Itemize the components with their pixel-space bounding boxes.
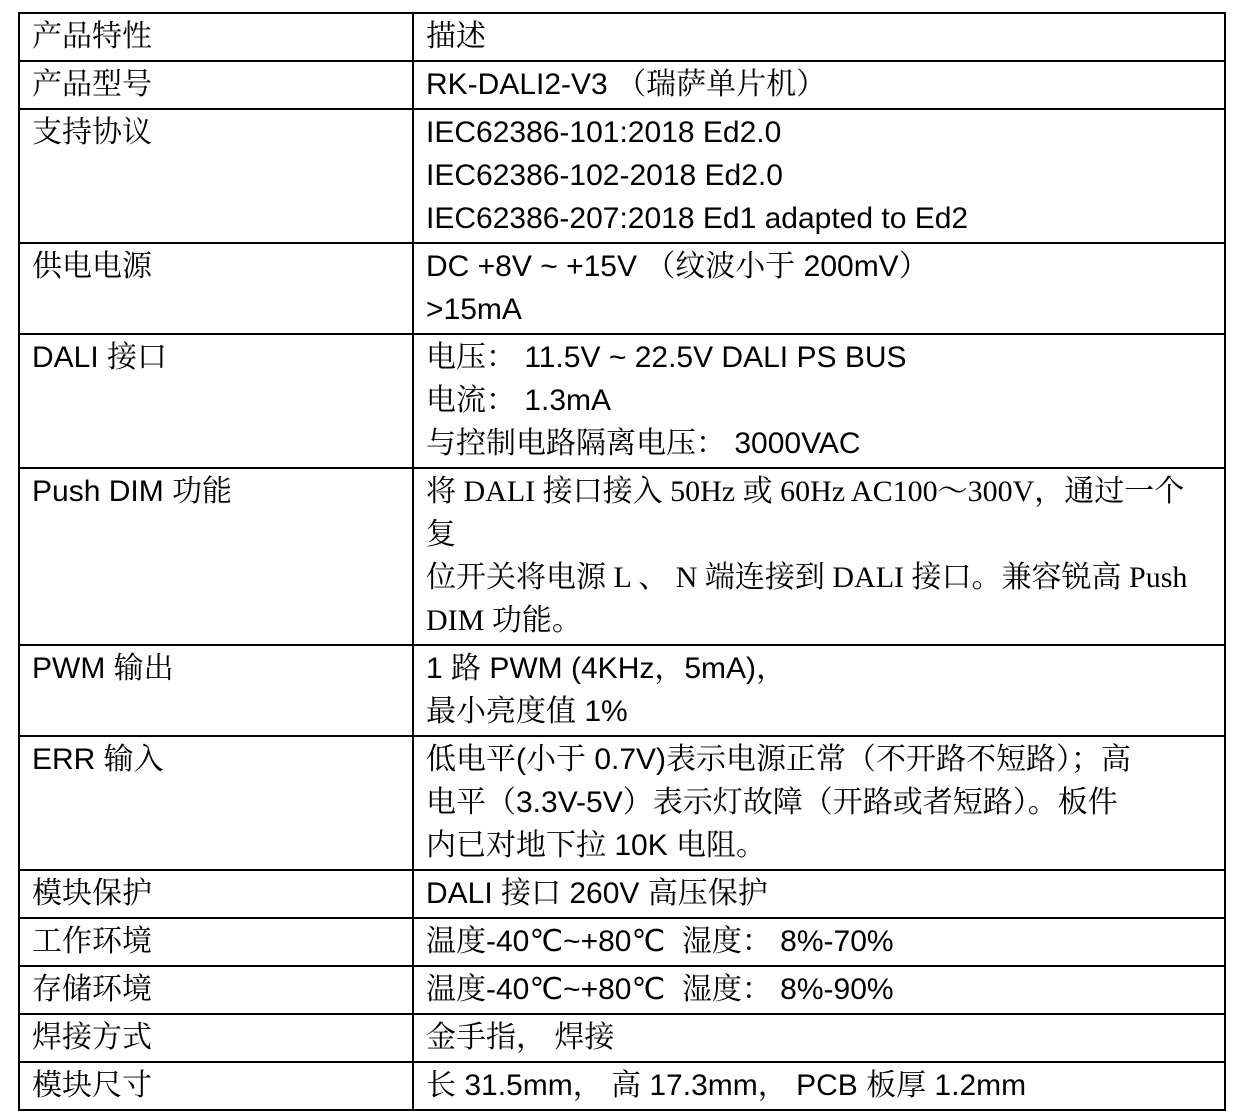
table-row	[19, 870, 1225, 918]
description-cell	[413, 243, 1225, 334]
description-cell	[413, 1062, 1225, 1110]
description-line: 金手指， 焊接	[426, 1021, 615, 1054]
description-line: 内已对地下拉 10K 电阻。	[426, 829, 767, 862]
description-cell	[413, 1014, 1225, 1062]
description-cell	[413, 966, 1225, 1014]
table-row	[19, 334, 1225, 468]
table-row	[19, 243, 1225, 334]
feature-cell: 供电电源	[19, 243, 413, 334]
feature-cell: 支持协议	[19, 109, 413, 243]
description-line: 与控制电路隔离电压： 3000VAC	[426, 427, 861, 460]
description-line: 1 路 PWM (4KHz，5mA)，	[426, 652, 787, 685]
description-cell	[413, 918, 1225, 966]
description-line: IEC62386-207:2018 Ed1 adapted to Ed2	[426, 202, 969, 235]
feature-cell: 焊接方式	[19, 1014, 413, 1062]
feature-cell: 存储环境	[19, 966, 413, 1014]
description-cell	[413, 736, 1225, 870]
description-line: 电压： 11.5V ~ 22.5V DALI PS BUS	[426, 341, 907, 374]
description-line: 将 DALI 接口接入 50Hz 或 60Hz AC100～300V，通过一个复	[426, 475, 1185, 551]
feature-cell: DALI 接口	[19, 334, 413, 468]
feature-cell: 工作环境	[19, 918, 413, 966]
table-row	[19, 1014, 1225, 1062]
description-line: 低电平(小于 0.7V)表示电源正常（不开路不短路）；高	[426, 743, 1132, 776]
description-cell	[413, 870, 1225, 918]
description-cell	[413, 468, 1225, 645]
description-line: 位开关将电源 L 、 N 端连接到 DALI 接口。兼容锐高 Push	[426, 561, 1188, 594]
description-cell	[413, 334, 1225, 468]
description-cell	[413, 645, 1225, 736]
table-row	[19, 918, 1225, 966]
table-row	[19, 61, 1225, 109]
header-description: 描述	[413, 13, 1225, 61]
feature-cell: 模块保护	[19, 870, 413, 918]
description-line: RK-DALI2-V3 （瑞萨单片机）	[426, 68, 827, 101]
feature-cell: ERR 输入	[19, 736, 413, 870]
description-line: 温度-40℃~+80℃ 湿度： 8%-90%	[426, 973, 894, 1006]
description-line: 电平（3.3V-5V）表示灯故障（开路或者短路）。板件	[426, 786, 1118, 819]
description-line: IEC62386-102-2018 Ed2.0	[426, 159, 783, 192]
table-row	[19, 1062, 1225, 1110]
feature-cell: PWM 输出	[19, 645, 413, 736]
description-line: >15mA	[426, 293, 522, 326]
table-row	[19, 966, 1225, 1014]
feature-cell: 产品型号	[19, 61, 413, 109]
table-row	[19, 736, 1225, 870]
description-line: 温度-40℃~+80℃ 湿度： 8%-70%	[426, 925, 894, 958]
description-line: 长 31.5mm， 高 17.3mm， PCB 板厚 1.2mm	[426, 1069, 1027, 1102]
description-line: IEC62386-101:2018 Ed2.0	[426, 116, 782, 149]
description-cell	[413, 109, 1225, 243]
table-row	[19, 468, 1225, 645]
table-row	[19, 645, 1225, 736]
table-header-row	[19, 13, 1225, 61]
description-line: 最小亮度值 1%	[426, 695, 628, 728]
description-line: DIM 功能。	[426, 604, 582, 637]
feature-cell: 模块尺寸	[19, 1062, 413, 1110]
description-cell	[413, 61, 1225, 109]
description-line: DC +8V ~ +15V （纹波小于 200mV）	[426, 250, 929, 283]
description-line: DALI 接口 260V 高压保护	[426, 877, 768, 910]
header-feature: 产品特性	[19, 13, 413, 61]
description-line: 电流： 1.3mA	[426, 384, 612, 417]
feature-cell: Push DIM 功能	[19, 468, 413, 645]
table-row	[19, 109, 1225, 243]
spec-table	[18, 12, 1226, 1111]
